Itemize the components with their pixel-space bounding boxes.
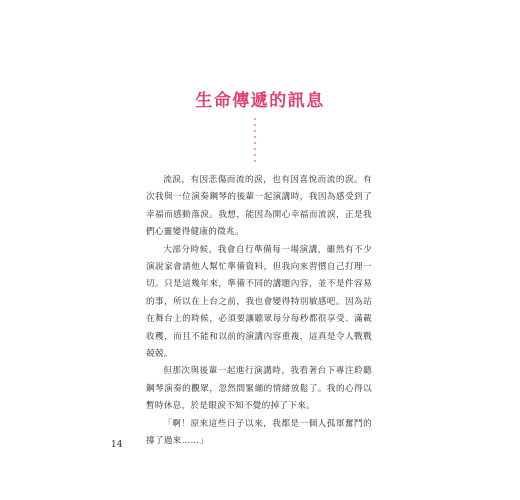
divider-dot [254,154,256,156]
paragraph: 但那次與後輩一起進行演講時，我看著台下專注聆聽鋼琴演奏的觀眾，忽然間緊繃的情緒放鬆了。我的心得以暫時休息，於是眼淚不知不覺的掉了下來。 [146,366,372,412]
dotted-divider [253,118,257,162]
divider-dot [254,130,256,132]
paragraph: 流淚，有因悲傷而流的淚，也有因喜悅而流的淚。有次我與一位演奏鋼琴的後輩一起演講時，我因為感受到了幸福而感動落淚。我想，能因為開心幸福而流淚，正是我們心靈變得健康的徵兆。 [146,175,372,238]
paragraph: 大部分時候，我會自行準備每一場演講，雖然有不少演說家會請他人幫忙準備資料，但我向來習慣自己打理一切。只是這幾年來，準備不同的講題內容，並不是件容易的事，所以在上台之前，我也會變得特別敏感吧。因為站在舞台上的時候，必須要讓聽眾每分每秒都很享受、滿載收穫，而且不能和以前的演講內容重複，這真是令人戰戰兢兢。 [146,244,372,360]
divider-dot [254,142,256,144]
chapter-title: 生命傳遞的訊息 [195,91,325,111]
page-number: 14 [111,440,123,450]
divider-dot [254,160,256,162]
paragraph: 「啊！原來這些日子以來，我都是一個人孤軍奮鬥的撐了過來……」 [146,418,372,447]
body-text [146,172,372,451]
divider-dot [254,136,256,138]
divider-dot [254,124,256,126]
divider-dot [254,148,256,150]
divider-dot [254,118,256,120]
